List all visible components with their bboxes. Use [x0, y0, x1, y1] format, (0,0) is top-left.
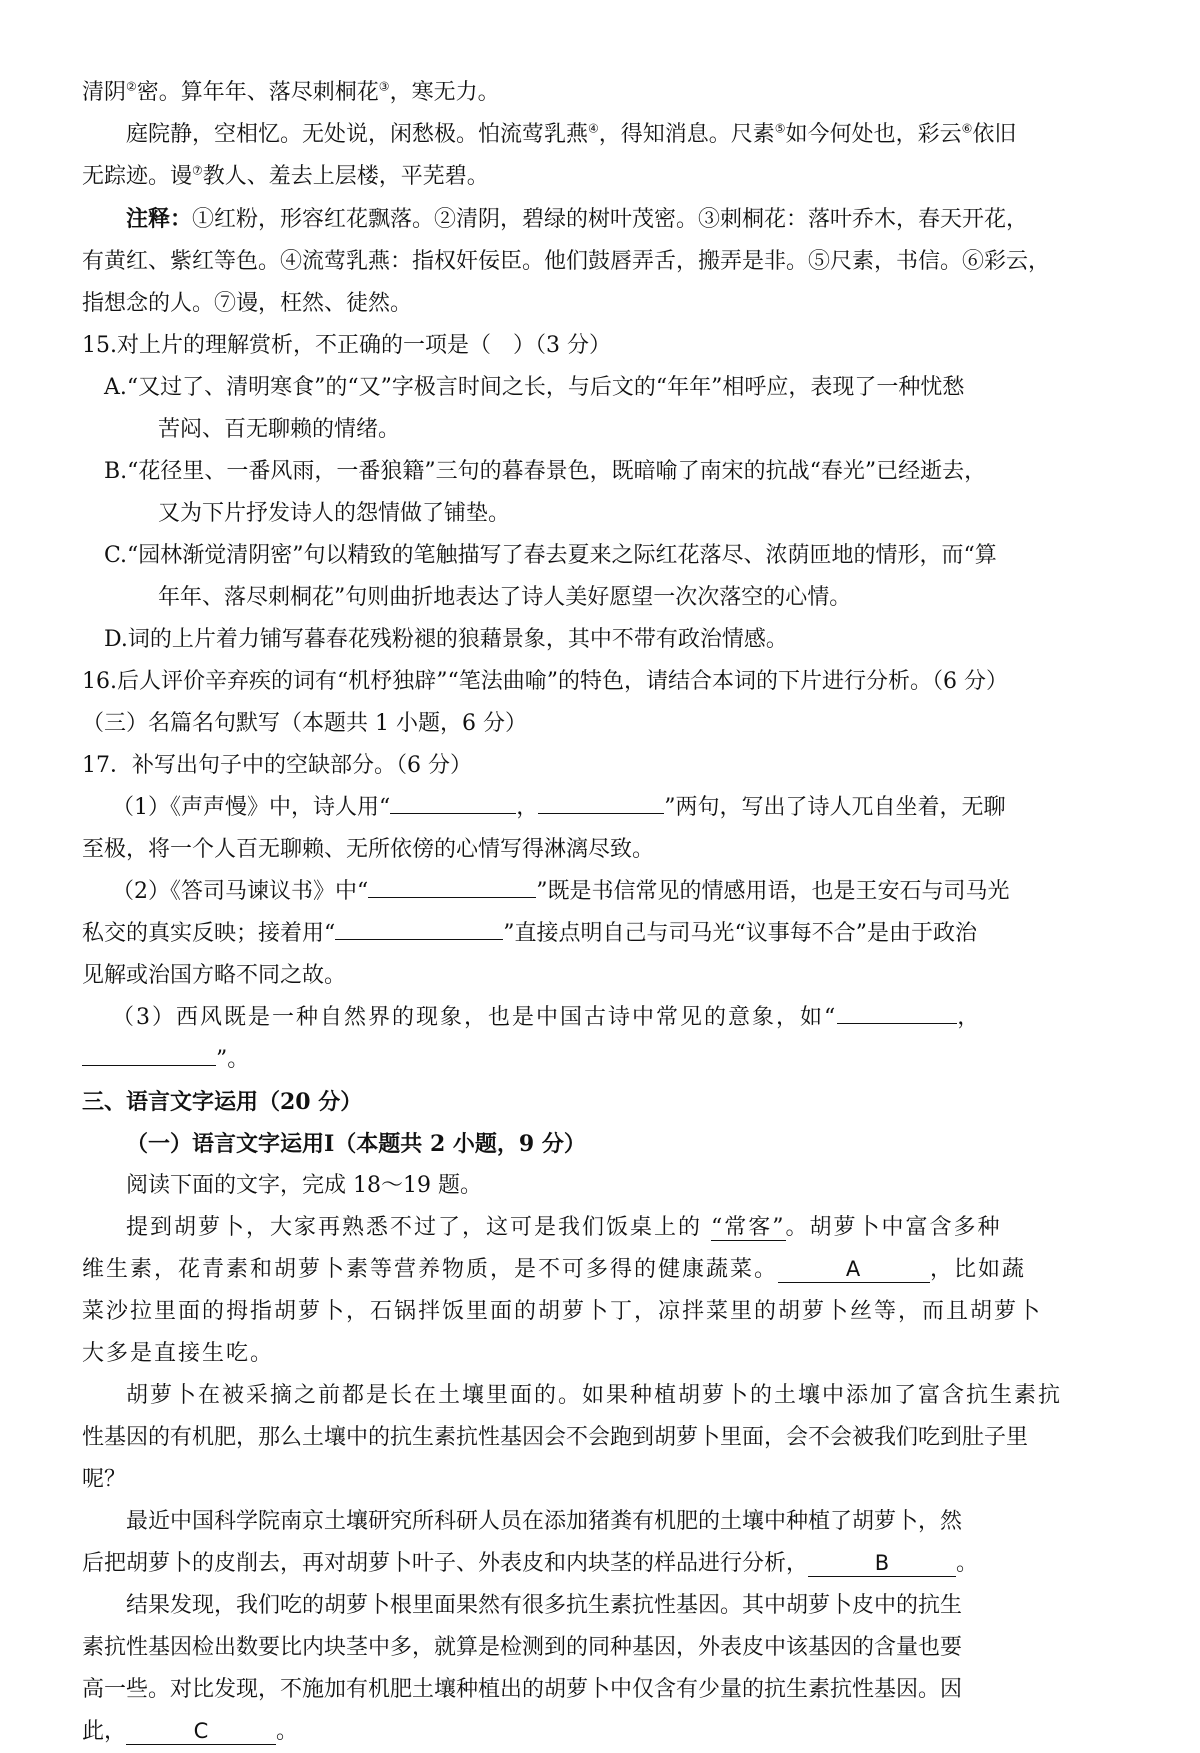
passage-text: 此，: [82, 1719, 127, 1744]
blank-b[interactable]: B: [808, 1550, 956, 1577]
answer-blank[interactable]: [538, 789, 664, 814]
underlined-term: “常客”: [711, 1215, 786, 1240]
option-b-cont: 又为下片抒发诗人的怨情做了铺垫。: [158, 501, 511, 526]
question-text: ”直接点明自己与司马光“议事每不合”是由于政治: [503, 921, 977, 946]
poem-text: 依旧: [972, 122, 1017, 147]
question-text: ，: [957, 1005, 982, 1030]
footnote-mark: ③: [378, 79, 390, 94]
passage-p1-line-3: 菜沙拉里面的拇指胡萝卜，石锅拌饭里面的胡萝卜丁，凉拌菜里的胡萝卜丝等，而且胡萝卜: [82, 1299, 1043, 1324]
poem-line-1: [82, 72, 1132, 114]
question-text: （3）西风既是一种自然界的现象，也是中国古诗中常见的意象，如“: [112, 1005, 838, 1030]
passage-p2-line-2: 性基因的有机肥，那么土壤中的抗生素抗性基因会不会跑到胡萝卜里面，会不会被我们吃到肚子里: [82, 1425, 1029, 1450]
section-3-sub-1: （一）语言文字运用Ⅰ（本题共 2 小题，9 分）: [126, 1131, 586, 1157]
poem-text: 教人、羞去上层楼，平芜碧。: [202, 164, 489, 189]
question-text: 私交的真实反映；接着用“: [82, 921, 336, 946]
passage-p1-line-2: [82, 1249, 1132, 1291]
passage-p3-line-2: [82, 1543, 1132, 1585]
passage-text: 。: [956, 1551, 979, 1576]
question-text: ”。: [216, 1047, 250, 1072]
option-c: C.“园林渐觉清阴密”句以精致的笔触描写了春去夏来之际红花落尽、浓荫匝地的情形，而“算: [104, 543, 997, 568]
poem-text: 密。算年年、落尽刺桐花: [136, 80, 379, 105]
question-17-part-2: [82, 871, 1132, 913]
passage-text: 提到胡萝卜，大家再熟悉不过了，这可是我们饭桌上的: [126, 1215, 703, 1240]
footnote-mark: ⑤: [774, 121, 786, 136]
option-b: B.“花径里、一番风雨，一番狼籍”三句的暮春景色，既暗喻了南宋的抗战“春光”已经逝去，: [104, 459, 987, 484]
question-17-part-3-cont: [82, 1039, 1132, 1081]
passage-p1: [82, 1207, 1132, 1249]
footnote-mark: ⑥: [961, 121, 973, 136]
section-3-sub-heading: （三）名篇名句默写（本题共 1 小题，6 分）: [82, 711, 527, 736]
footnote-mark: ④: [588, 121, 599, 136]
question-text: ”两句，写出了诗人兀自坐着，无聊: [664, 795, 1006, 820]
passage-p4-line-4: [82, 1711, 1132, 1753]
passage-p3: 最近中国科学院南京土壤研究所科研人员在添加猪粪有机肥的土壤中种植了胡萝卜，然: [126, 1509, 963, 1534]
question-text: ”既是书信常见的情感用语，也是王安石与司马光: [536, 879, 1010, 904]
question-text: ，: [516, 795, 539, 820]
footnote-mark: ②: [126, 79, 137, 94]
passage-p2: 胡萝卜在被采摘之前都是长在土壤里面的。如果种植胡萝卜的土壤中添加了富含抗生素抗: [126, 1383, 1063, 1408]
passage-p4: 结果发现，我们吃的胡萝卜根里面果然有很多抗生素抗性基因。其中胡萝卜皮中的抗生: [126, 1593, 963, 1618]
blank-a[interactable]: A: [778, 1256, 930, 1283]
poem-text: 清阴: [82, 80, 127, 105]
question-text: （2）《答司马谏议书》中“: [112, 879, 369, 904]
passage-text: ，比如蔬: [930, 1257, 1027, 1282]
question-17-stem: 17．补写出句子中的空缺部分。（6 分）: [82, 753, 472, 778]
question-16: 16.后人评价辛弃疾的词有“机杼独辟”“笔法曲喻”的特色，请结合本词的下片进行分析。（6 分）: [82, 669, 1008, 694]
poem-text: 庭院静，空相忆。无处说，闲愁极。怕流莺乳燕: [126, 122, 589, 147]
answer-blank[interactable]: [837, 999, 957, 1024]
question-17-part-1-cont: 至极，将一个人百无聊赖、无所依傍的心情写得淋漓尽致。: [82, 837, 655, 862]
passage-p4-line-2: 素抗性基因检出数要比内块茎中多，就算是检测到的同种基因，外表皮中该基因的含量也要: [82, 1635, 963, 1660]
passage-p2-line-3: 呢？: [82, 1467, 127, 1492]
reading-intro: 阅读下面的文字，完成 18～19 题。: [126, 1173, 482, 1198]
notes-line-3: 指想念的人。⑦谩，枉然、徒然。: [82, 291, 413, 316]
question-17-part-2-cont: [82, 913, 1132, 955]
section-3-title: 三、语言文字运用（20 分）: [82, 1089, 363, 1115]
answer-blank[interactable]: [82, 1041, 216, 1066]
poem-text: 如今何处也，彩云: [785, 122, 962, 147]
poem-stanza-2: [82, 114, 1132, 156]
question-17-part-2-end: 见解或治国方略不同之故。: [82, 963, 347, 988]
notes-line-1: [82, 198, 1132, 241]
passage-p4-line-3: 高一些。对比发现，不施加有机肥土壤种植出的胡萝卜中仅含有少量的抗生素抗性基因。因: [82, 1677, 963, 1702]
poem-text: ，得知消息。尺素: [598, 122, 775, 147]
answer-blank[interactable]: [368, 873, 536, 898]
passage-text: 。: [276, 1719, 299, 1744]
option-a-cont: 苦闷、百无聊赖的情绪。: [158, 417, 401, 442]
question-17-part-1: [82, 787, 1132, 829]
answer-blank[interactable]: [390, 789, 516, 814]
answer-blank[interactable]: [335, 915, 503, 940]
poem-text: ，寒无力。: [389, 80, 500, 105]
notes-text: ①红粉，形容红花飘落。②清阴，碧绿的树叶茂密。③刺桐花：落叶乔木，春天开花，: [192, 207, 1029, 232]
passage-text: 。胡萝卜中富含多种: [785, 1215, 1002, 1240]
notes-label: 注释：: [126, 206, 193, 232]
poem-stanza-2-cont: [82, 156, 1132, 198]
option-d: D.词的上片着力铺写暮春花残粉褪的狼藉景象，其中不带有政治情感。: [104, 627, 788, 652]
notes-line-2: 有黄红、紫红等色。④流莺乳燕：指权奸佞臣。他们鼓唇弄舌，搬弄是非。⑤尺素，书信。⑥彩云，: [82, 249, 1051, 274]
blank-c[interactable]: C: [126, 1718, 276, 1745]
passage-text: 维生素，花青素和胡萝卜素等营养物质，是不可多得的健康蔬菜。: [82, 1257, 779, 1282]
question-text: （1）《声声慢》中，诗人用“: [112, 795, 391, 820]
question-17-part-3: [82, 997, 1132, 1039]
option-c-cont: 年年、落尽刺桐花”句则曲折地表达了诗人美好愿望一次次落空的心情。: [158, 585, 852, 610]
question-15-stem: 15.对上片的理解赏析，不正确的一项是（ ）（3 分）: [82, 333, 611, 358]
passage-text: 后把胡萝卜的皮削去，再对胡萝卜叶子、外表皮和内块茎的样品进行分析，: [82, 1551, 809, 1576]
footnote-mark: ⑦: [192, 163, 203, 178]
poem-text: 无踪迹。谩: [82, 164, 193, 189]
option-a: A.“又过了、清明寒食”的“又”字极言时间之长，与后文的“年年”相呼应，表现了一种忧愁: [104, 375, 965, 400]
passage-p1-line-4: 大多是直接生吃。: [82, 1341, 275, 1366]
